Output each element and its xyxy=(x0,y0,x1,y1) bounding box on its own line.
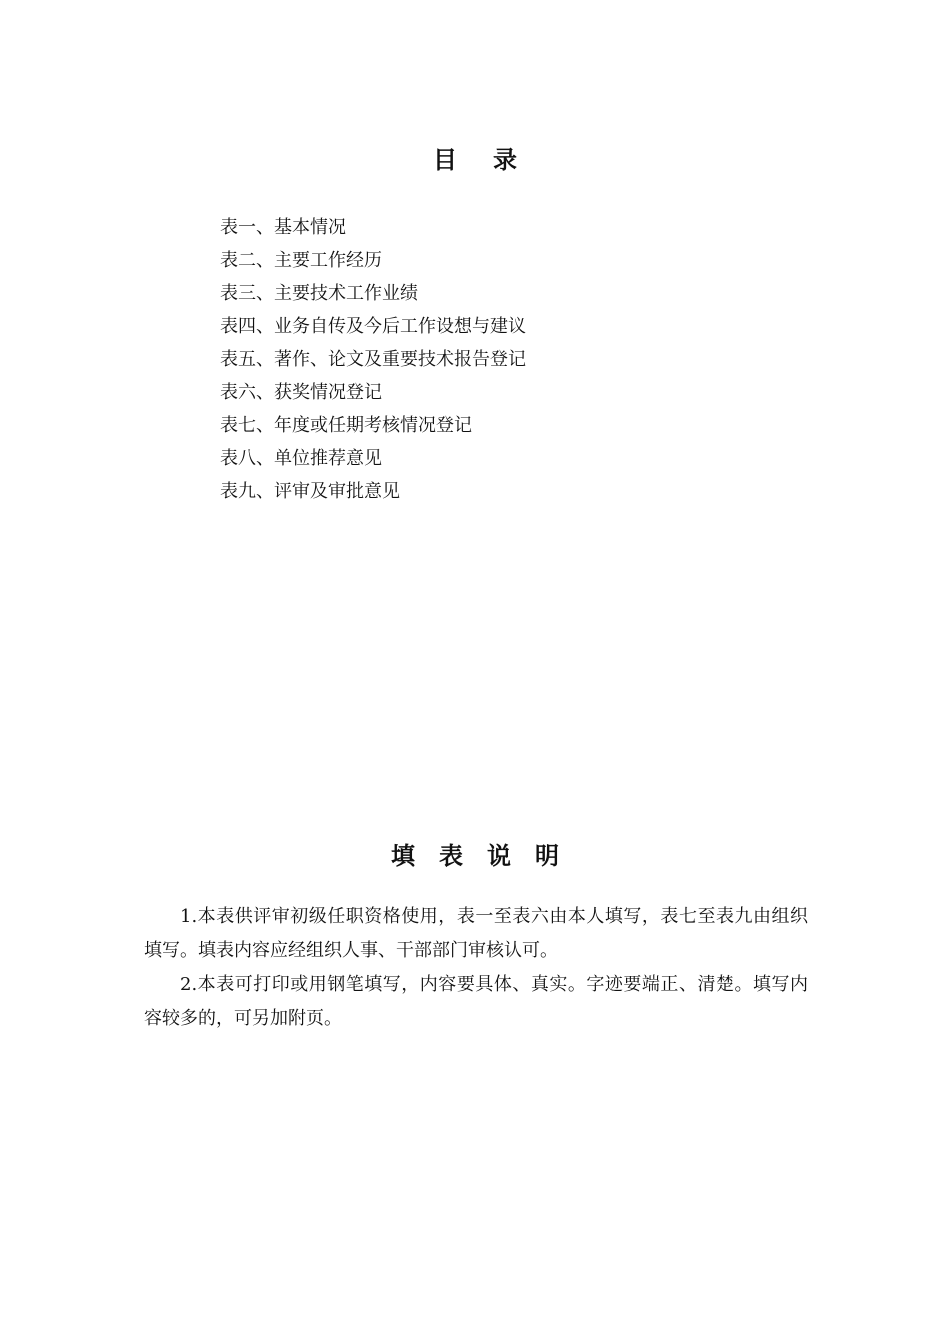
toc-item: 表四、业务自传及今后工作设想与建议 xyxy=(220,316,526,337)
notes-body xyxy=(144,900,808,1036)
toc-item: 表九、评审及审批意见 xyxy=(220,481,400,502)
toc-item: 表五、著作、论文及重要技术报告登记 xyxy=(220,349,526,370)
toc-item: 表三、主要技术工作业绩 xyxy=(220,283,418,304)
note-paragraph: 2.本表可打印或用钢笔填写，内容要具体、真实。字迹要端正、清楚。填写内容较多的，可另加附页。 xyxy=(144,974,808,1029)
toc-item: 表一、基本情况 xyxy=(220,217,346,238)
toc-item: 表六、获奖情况登记 xyxy=(220,382,382,403)
toc-list xyxy=(220,211,526,508)
toc-item: 表七、年度或任期考核情况登记 xyxy=(220,415,472,436)
note-paragraph: 1.本表供评审初级任职资格使用，表一至表六由本人填写，表七至表九由组织填写。填表内容应经组织人事、干部部门审核认可。 xyxy=(144,906,808,961)
toc-item: 表八、单位推荐意见 xyxy=(220,448,382,469)
toc-item: 表二、主要工作经历 xyxy=(220,250,382,271)
toc-title: 目录 xyxy=(433,145,553,174)
notes-title: 填表说明 xyxy=(391,841,583,870)
